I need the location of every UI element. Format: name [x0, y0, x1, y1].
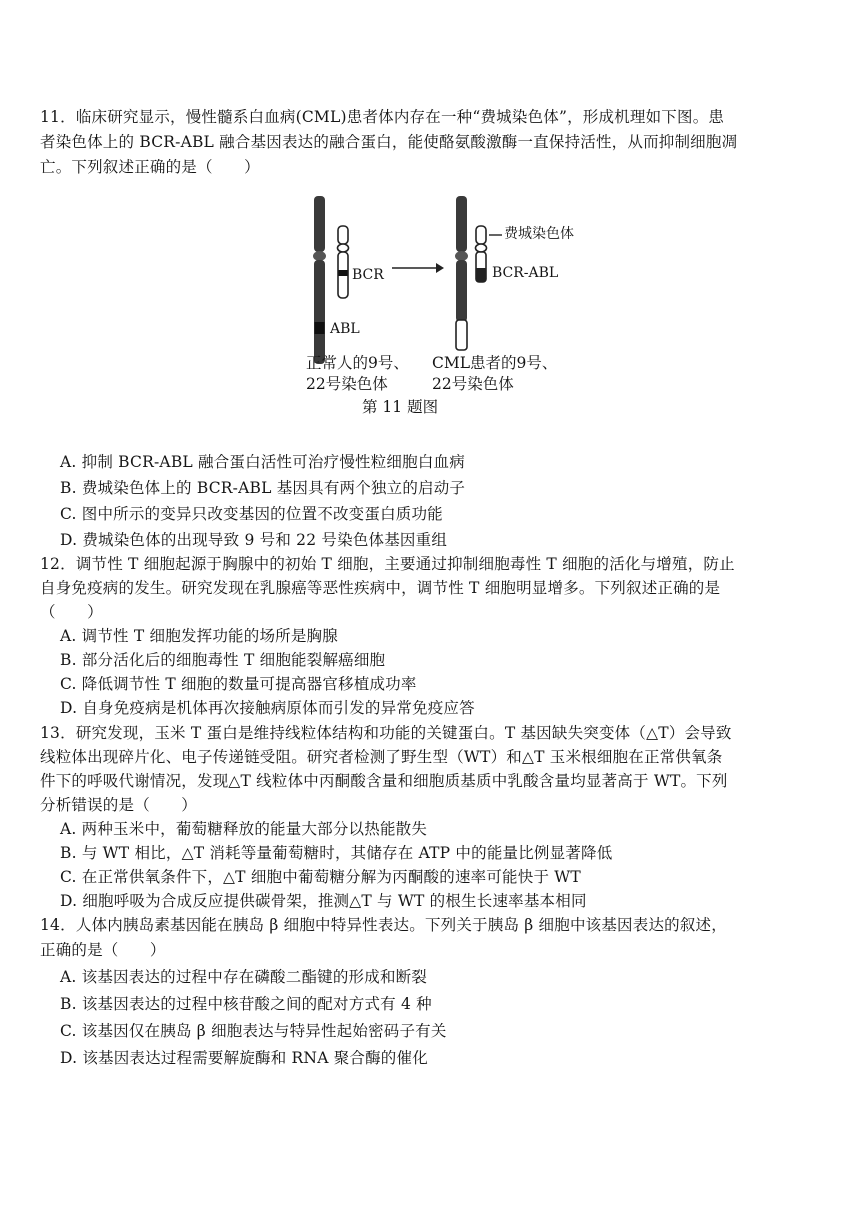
- q14-option-c[interactable]: C. 该基因仅在胰岛 β 细胞表达与特异性起始密码子有关: [60, 1022, 447, 1040]
- normal-chromosome-22: [338, 226, 349, 298]
- caption-right-line-1: CML患者的9号、: [432, 354, 558, 372]
- arrow-icon: [392, 263, 444, 273]
- q11-stem-line-3: 亡。下列叙述正确的是（ ）: [40, 158, 260, 176]
- label-philadelphia: 费城染色体: [504, 226, 574, 242]
- cml-chromosome-9: [455, 196, 468, 350]
- q11-option-d[interactable]: D. 费城染色体的出现导致 9 号和 22 号染色体基因重组: [60, 531, 448, 549]
- q13-stem-line-4: 分析错误的是（ ）: [40, 796, 198, 814]
- figure-title: 第 11 题图: [362, 398, 439, 416]
- q11-option-c[interactable]: C. 图中所示的变异只改变基因的位置不改变蛋白质功能: [60, 505, 443, 523]
- q12-option-c[interactable]: C. 降低调节性 T 细胞的数量可提高器官移植成功率: [60, 675, 417, 693]
- philadelphia-chromosome: [476, 226, 487, 282]
- q13-stem-line-3: 件下的呼吸代谢情况，发现△T 线粒体中丙酮酸含量和细胞质基质中乳酸含量均显著高于 WT。下列: [40, 772, 728, 790]
- q12-stem-line-3: （ ）: [40, 603, 103, 621]
- q14-option-a[interactable]: A. 该基因表达的过程中存在磷酸二酯键的形成和断裂: [60, 968, 428, 986]
- label-abl: ABL: [330, 321, 360, 337]
- caption-left-line-2: 22号染色体: [306, 375, 388, 393]
- q13-stem-line-2: 线粒体出现碎片化、电子传递链受阻。研究者检测了野生型（WT）和△T 玉米根细胞在正常供氧条: [40, 748, 723, 766]
- q14-stem-line-2: 正确的是（ ）: [40, 941, 166, 959]
- caption-left-line-1: 正常人的9号、: [306, 354, 409, 372]
- caption-right-line-2: 22号染色体: [432, 375, 514, 393]
- q11-option-a[interactable]: A. 抑制 BCR-ABL 融合蛋白活性可治疗慢性粒细胞白血病: [60, 453, 465, 471]
- q13-option-a[interactable]: A. 两种玉米中，葡萄糖释放的能量大部分以热能散失: [60, 820, 428, 838]
- normal-chromosome-9: [313, 196, 326, 364]
- q13-option-d[interactable]: D. 细胞呼吸为合成反应提供碳骨架，推测△T 与 WT 的根生长速率基本相同: [60, 892, 587, 910]
- q12-option-a[interactable]: A. 调节性 T 细胞发挥功能的场所是胸腺: [60, 627, 338, 645]
- q14-option-d[interactable]: D. 该基因表达过程需要解旋酶和 RNA 聚合酶的催化: [60, 1049, 428, 1067]
- q11-stem-line-2: 者染色体上的 BCR-ABL 融合基因表达的融合蛋白，能使酪氨酸激酶一直保持活性，从而抑制细胞凋: [40, 133, 738, 151]
- label-bcr: BCR: [352, 267, 384, 283]
- q12-option-d[interactable]: D. 自身免疫病是机体再次接触病原体而引发的异常免疫应答: [60, 699, 475, 717]
- label-bcr-abl: BCR-ABL: [492, 265, 559, 281]
- q12-stem-line-2: 自身免疫病的发生。研究发现在乳腺癌等恶性疾病中，调节性 T 细胞明显增多。下列叙述正确的是: [40, 579, 721, 597]
- q14-option-b[interactable]: B. 该基因表达的过程中核苷酸之间的配对方式有 4 种: [60, 995, 432, 1013]
- q13-stem-line-1: 13．研究发现，玉米 T 蛋白是维持线粒体结构和功能的关键蛋白。T 基因缺失突变体（△T）会导致: [40, 724, 732, 742]
- q14-stem-line-1: 14．人体内胰岛素基因能在胰岛 β 细胞中特异性表达。下列关于胰岛 β 细胞中该基因表达的叙述，: [40, 916, 727, 934]
- q12-stem-line-1: 12．调节性 T 细胞起源于胸腺中的初始 T 细胞，主要通过抑制细胞毒性 T 细胞的活化与增殖，防止: [40, 555, 735, 573]
- q13-option-b[interactable]: B. 与 WT 相比，△T 消耗等量葡萄糖时，其储存在 ATP 中的能量比例显著降低: [60, 844, 613, 862]
- q11-figure: [280, 190, 610, 420]
- q12-option-b[interactable]: B. 部分活化后的细胞毒性 T 细胞能裂解癌细胞: [60, 651, 386, 669]
- q11-stem-line-1: 11．临床研究显示，慢性髓系白血病(CML)患者体内存在一种“费城染色体”，形成机理如下图。患: [40, 108, 725, 126]
- q13-option-c[interactable]: C. 在正常供氧条件下，△T 细胞中葡萄糖分解为丙酮酸的速率可能快于 WT: [60, 868, 581, 886]
- q11-option-b[interactable]: B. 费城染色体上的 BCR-ABL 基因具有两个独立的启动子: [60, 479, 466, 497]
